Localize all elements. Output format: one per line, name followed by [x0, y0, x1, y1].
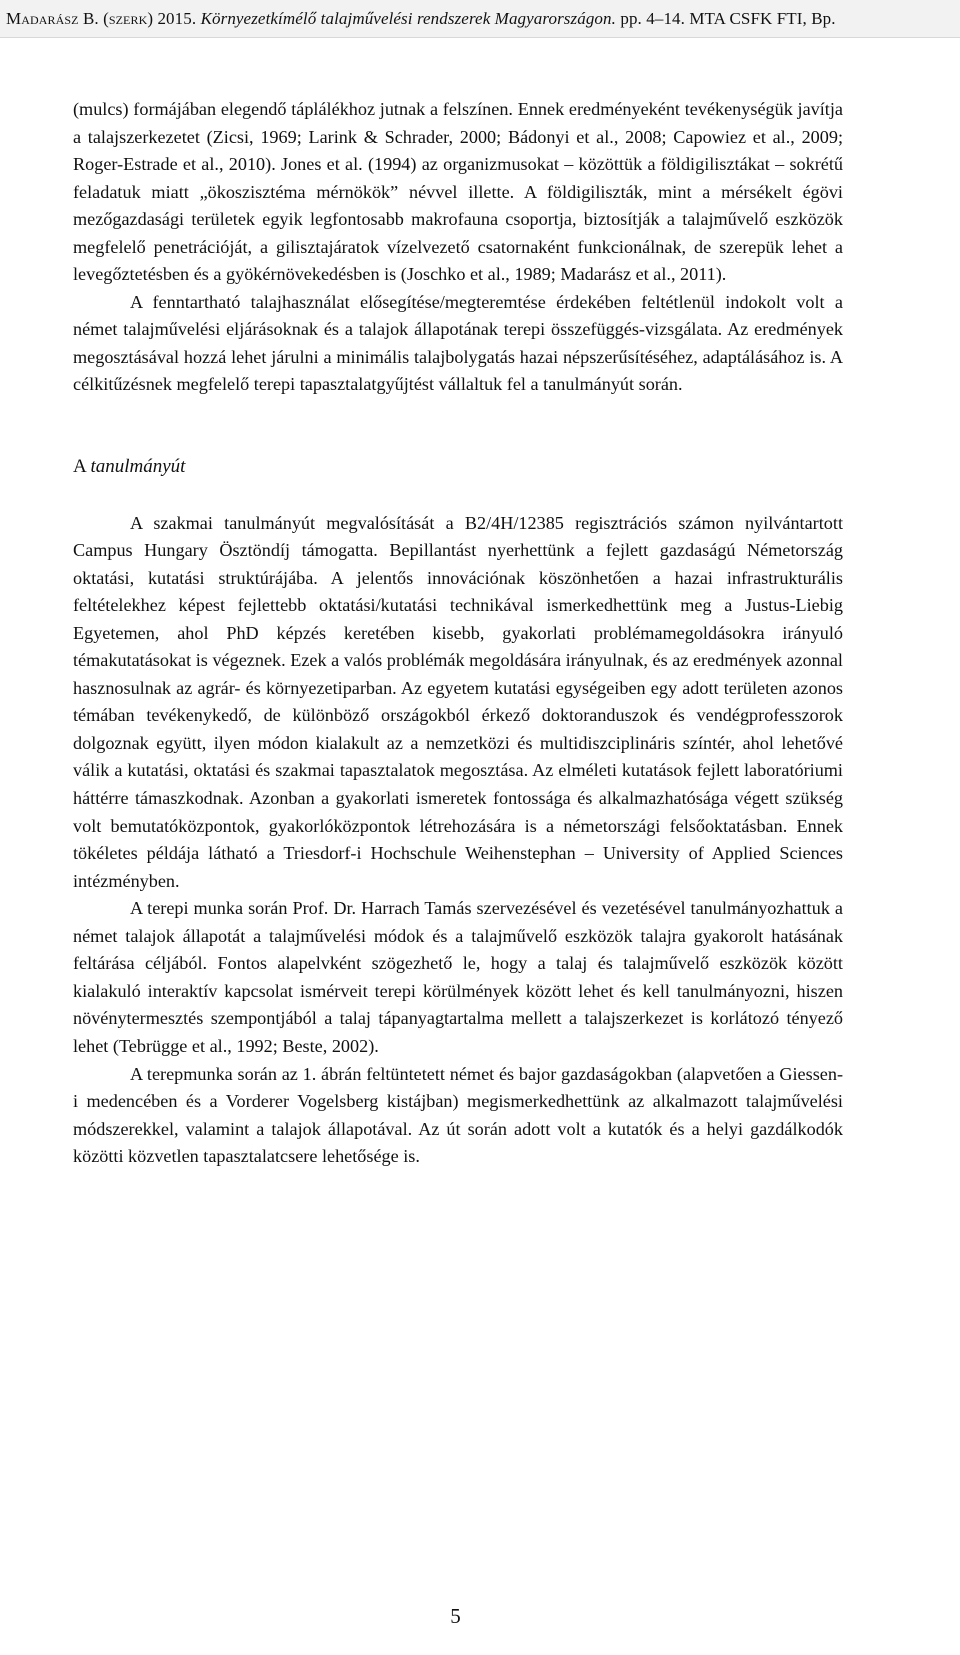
page-body: [73, 96, 843, 1171]
paragraph-5: A terepmunka során az 1. ábrán feltüntetett német és bajor gazdaságokban (alapvetően a Giessen-i medencében és a Vorderer Vogelsberg kistájban) megismerkedhettünk az alkalmazott talajművelési módszerekkel, valamint a talajok állapotával. Az út során adott volt a kutatók és a helyi gazdálkodók közötti közvetlen tapasztalatcsere lehetősége is.: [73, 1063, 843, 1167]
paragraph-2: A fenntartható talajhasználat elősegítése/megteremtése érdekében feltétlenül indokolt volt a német talajművelési eljárásoknak és a talajok állapotának terepi összefüggés-vizsgálata. Az eredmények megosztásával hozzá lehet járulni a minimális talajbolygatás hazai népszerűsítéséhez, adaptálásához is. A célkitűzésnek megfelelő terepi tapasztalatgyűjtést vállaltuk fel a tanulmányút során.: [73, 291, 843, 395]
paragraph-1: (mulcs) formájában elegendő táplálékhoz jutnak a felszínen. Ennek eredményeként tevékenységük javítja a talajszerkezetet (Zicsi, 1969; Larink & Schrader, 2000; Bádonyi et al., 2008; Capowiez et al., 2009; Roger-Estrade et al., 2010). Jones et al. (1994) az organizmusokat – közöttük a földigilisztákat – sokrétű feladatuk miatt „ökoszisztéma mérnökök” névvel illette. A földigiliszták, mint a mérsékelt égövi mezőgazdasági területek egyik legfontosabb makrofauna csoportja, biztosítják a talajművelő eszközök megfelelő penetrációját, a gilisztajáratok vízelvezető csatornaként funkcionálnak, de szerepük lehet a levegőztetésben és a gyökérnövekedésben is (Joschko et al., 1989; Madarász et al., 2011).: [73, 99, 843, 285]
paragraph-4: A terepi munka során Prof. Dr. Harrach Tamás szervezésével és vezetésével tanulmányozhattuk a német talajok állapotát a talajművelési módok és a talajművelő eszközök talajra gyakorolt hatásának feltárása céljából. Fontos alapelvként szögezhető le, hogy a talaj és talajművelő eszközök között kialakuló interaktív kapcsolat ismérveit terepi körülmények között lehet és kell tanulmányozni, hiszen növénytermesztés szempontjából a talaj tápanyagtartalma mellett a talajszerkezet is korlátozó tényező lehet (Tebrügge et al., 1992; Beste, 2002).: [73, 898, 843, 1056]
section-heading-article: A: [73, 456, 86, 478]
paragraph-3: A szakmai tanulmányút megvalósítását a B2/4H/12385 regisztrációs számon nyilvántartott Campus Hungary Ösztöndíj támogatta. Bepillantást nyerhettünk a fejlett gazdaságú Németország oktatási, kutatási struktúrájába. A jelentős innovációnak köszönhetően a hazai infrastrukturális feltételekhez képest fejlettebb oktatási/kutatási technikával ismerkedhettünk meg a Justus-Liebig Egyetemen, ahol PhD képzés keretében kisebb, gyakorlati problémamegoldásokra irányuló témakutatásokat is végeznek. Ezek a valós problémák megoldására irányulnak, és az eredmények azonnal hasznosulnak az agrár- és környezetiparban. Az egyetem kutatási egységeiben egy adott területen azonos témában tevékenykedő, de különböző országokból érkező doktoranduszok és vendégprofesszorok dolgoznak együtt, ilyen módon kialakult az a nemzetközi és multidiszciplináris színtér, ahol lehetővé válik a kutatási, oktatási és szakmai tapasztalatok megosztása. Az elméleti kutatások fejlett laboratóriumi háttérre támaszkodnak. Azonban a gyakorlati ismeretek fontossága és alkalmazhatósága végett szükség volt bemutatóközpontok, gyakorlóközpontok létrehozására is a németországi felsőoktatásban. Ennek tökéletes példája látható a Triesdorf-i Hochschule Weihenstephan – University of Applied Sciences intézményben.: [73, 512, 843, 891]
page-number: 5: [450, 1604, 461, 1628]
header-pages: pp. 4–14. MTA CSFK FTI, Bp.: [620, 9, 836, 28]
running-header: [0, 0, 960, 38]
section-heading-title: tanulmányút: [90, 456, 186, 478]
header-authors: Madarász B. (szerk) 2015.: [6, 9, 197, 28]
header-source-title: Környezetkímélő talajművelési rendszerek Magyarországon.: [200, 9, 616, 28]
section-heading: [73, 453, 843, 481]
